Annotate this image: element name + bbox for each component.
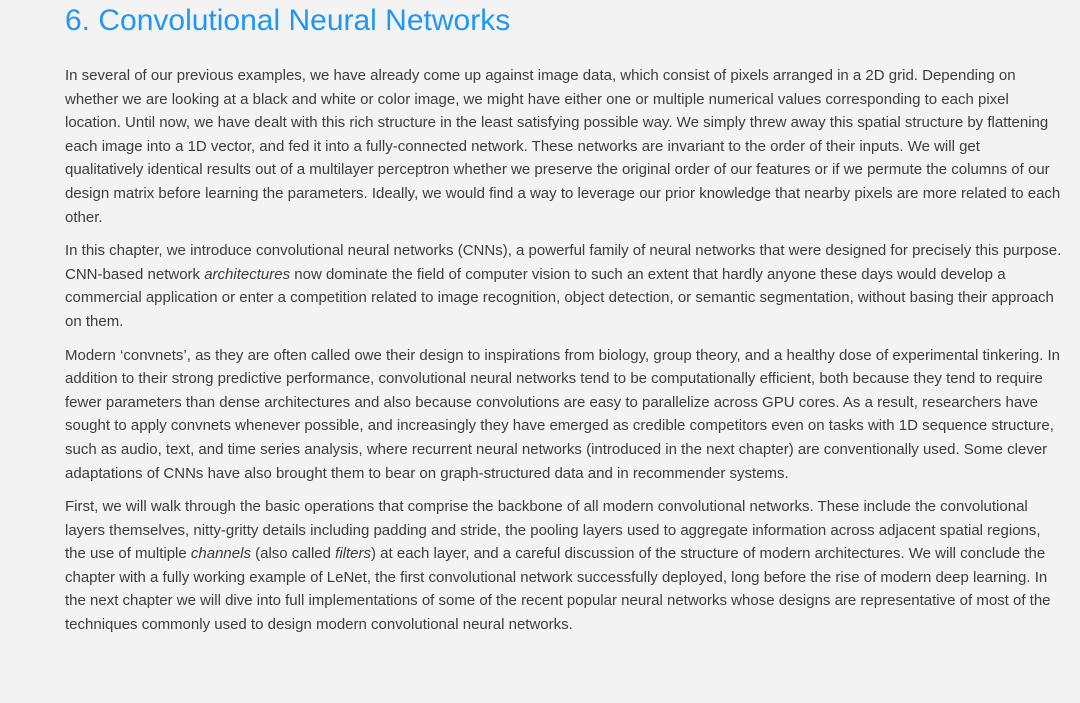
page-title: 6. Convolutional Neural Networks: [65, 4, 511, 37]
emphasis-architectures: architectures: [204, 265, 291, 283]
paragraph-text: In several of our previous examples, we have already come up against image data, which consist of pixels arranged in a 2D grid. Depending on whether we are looking at a black and white or color image, we might have either one or multiple numerical values corresponding to each pixel location. Until now, we have dealt with this rich structure in the least satisfying possible way. We simply threw away this spatial structure by flattening each image into a 1D vector, and fed it into a fully-connected network. These networks are invariant to the order of their inputs. We will get qualitatively identical results out of a multilayer perceptron whether we preserve the original order of our features or if we permute the columns of our design matrix before learning the parameters. Ideally, we would find a way to leverage our prior knowledge that nearby pixels are more related to each other.: [65, 67, 1061, 226]
paragraph-text: (also called: [250, 545, 336, 563]
paragraph-chapter-overview: [65, 239, 1062, 333]
paragraph-text: First, we will walk through the basic operations that comprise the backbone of all modern convolutional networks. These include the convolutional layers themselves, nitty-gritty details including padding and stride, the pooling layers used to aggregate information across adjacent spatial regions, the use of multiple: [65, 498, 1041, 563]
paragraph-text: now dominate the field of computer vision to such an extent that hardly anyone these days would develop a commercial application or enter a competition related to image recognition, object detection, or semantic segmentation, without basing their approach on them.: [65, 265, 1054, 330]
paragraph-text: Modern ‘convnets’, as they are often called owe their design to inspirations from biology, group theory, and a healthy dose of experimental tinkering. In addition to their strong predictive performance, convolutional neural networks tend to be computationally efficient, both because they tend to require fewer parameters than dense architectures and also because convolutions are easy to parallelize across GPU cores. As a result, researchers have sought to apply convnets whenever possible, and increasingly they have emerged as credible competitors even on tasks with 1D sequence structure, such as audio, text, and time series analysis, where recurrent neural networks (introduced in the next chapter) are conventionally used. Some clever adaptations of CNNs have also brought them to bear on graph-structured data and in recommender systems.: [65, 346, 1061, 482]
paragraph-text: In this chapter, we introduce convolutional neural networks (CNNs), a powerful family of neural networks that were designed for precisely this purpose. CNN-based network: [65, 242, 1062, 283]
emphasis-channels: channels: [190, 545, 251, 563]
emphasis-filters: filters: [335, 545, 372, 563]
paragraph-text: ) at each layer, and a careful discussion of the structure of modern architectures. We will conclude the chapter with a fully working example of LeNet, the first convolutional network successfully deployed, long before the rise of modern deep learning. In the next chapter we will dive into full implementations of some of the recent popular neural networks whose designs are representative of most of the techniques commonly used to design modern convolutional neural networks.: [65, 545, 1051, 634]
paragraph-modern-convnets: [65, 344, 1062, 486]
paragraph-chapter-plan: [65, 495, 1062, 637]
paragraph-intro: [65, 64, 1062, 229]
